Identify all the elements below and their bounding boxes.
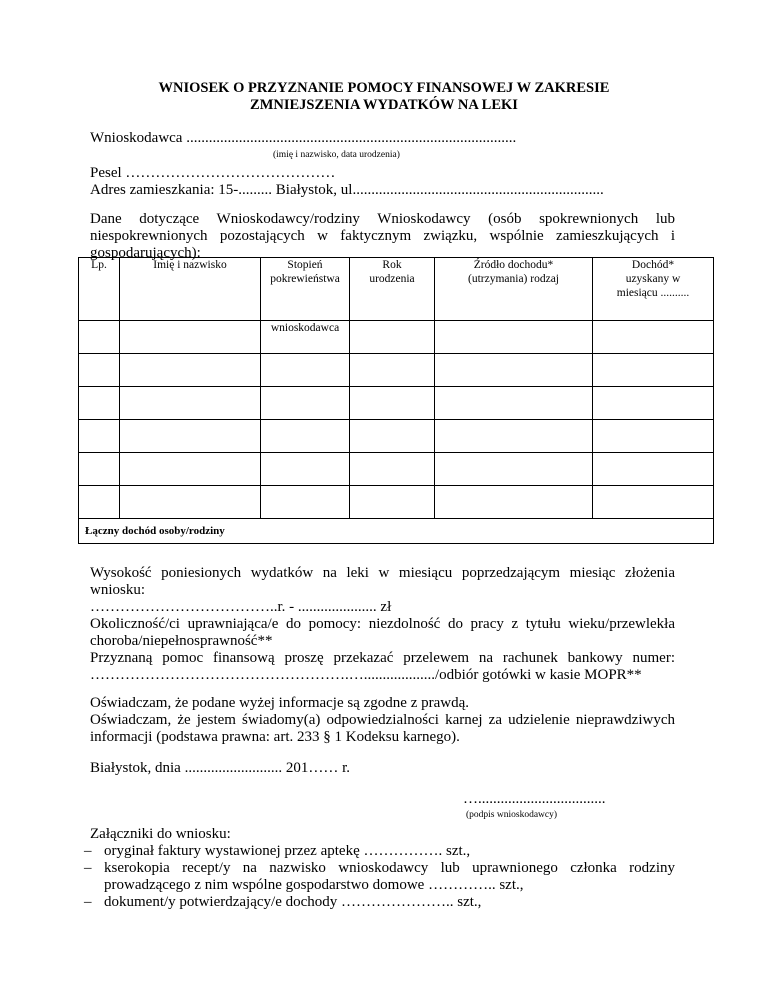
attachments-heading: Załączniki do wniosku: bbox=[90, 826, 231, 842]
family-intro: Dane dotyczące Wnioskodawcy/rodziny Wnioskodawcy (osób spokrewnionych lub niespokrewnionych pozostających w faktycznym związku, wspólnie zamieszkujących i gospodarujących): bbox=[90, 211, 675, 261]
address-field[interactable]: Adres zamieszkania: 15-......... Białystok, ul................................................................... bbox=[90, 182, 604, 198]
applicant-hint: (imię i nazwisko, data urodzenia) bbox=[273, 150, 400, 160]
header-relation: Stopień pokrewieństwa bbox=[261, 258, 350, 321]
attachment-item-1: oryginał faktury wystawionej przez aptekę ……………. szt., bbox=[104, 843, 471, 859]
declaration-liability: Oświadczam, że jestem świadomy(a) odpowiedzialności karnej za udzielenie nieprawdziwych informacji (podstawa prawna: art. 233 § 1 Kodeksu karnego). bbox=[90, 712, 675, 745]
table-row-applicant bbox=[79, 321, 714, 354]
attachment-item-2-text: kserokopia recept/y na nazwisko wnioskodawcy lub uprawnionego członka rodziny prowadzącego z nim wspólne gospodarstwo domowe ………….. szt., bbox=[104, 860, 675, 893]
bullet-3: – bbox=[84, 894, 92, 910]
bullet-1: – bbox=[84, 843, 92, 859]
table-total-row bbox=[79, 519, 714, 544]
table-header-row bbox=[79, 258, 714, 321]
applicant-field[interactable]: Wnioskodawca ........................................................................................ bbox=[90, 130, 517, 146]
pesel-field[interactable]: Pesel …………………………………… bbox=[90, 165, 336, 181]
total-income-label: Łączny dochód osoby/rodziny bbox=[79, 519, 714, 544]
attachment-item-2 bbox=[104, 860, 675, 894]
bullet-2: – bbox=[84, 860, 92, 876]
table-row bbox=[79, 486, 714, 519]
signature-hint: (podpis wnioskodawcy) bbox=[466, 810, 558, 820]
expenses-intro: Wysokość poniesionych wydatków na leki w miesiącu poprzedzającym miesiąc złożenia wniosku: bbox=[90, 565, 675, 598]
payment-text: Przyznaną pomoc finansową proszę przekazać przelewem na rachunek bankowy numer: …………………………………………….….................../odbiór gotówki w kasie MOPR** bbox=[90, 650, 675, 683]
signature-line[interactable]: ….................................. bbox=[463, 791, 606, 807]
header-birth-year: Rok urodzenia bbox=[350, 258, 435, 321]
header-name: Imię i nazwisko bbox=[120, 258, 261, 321]
header-income: Dochód* uzyskany w miesiącu .......... bbox=[593, 258, 714, 321]
circumstances-text: Okoliczność/ci uprawniająca/e do pomocy: niezdolność do pracy z tytułu wieku/przewlekła choroba/niepełnosprawność** bbox=[90, 616, 675, 649]
header-income-source: Źródło dochodu* (utrzymania) rodzaj bbox=[435, 258, 593, 321]
header-lp: Lp. bbox=[79, 258, 120, 321]
expenses-amount-field[interactable]: ………………………………..r. - ..................... zł bbox=[90, 599, 392, 615]
declaration-truth: Oświadczam, że podane wyżej informacje są zgodne z prawdą. bbox=[90, 695, 469, 711]
document-title bbox=[0, 80, 768, 114]
table-row bbox=[79, 387, 714, 420]
family-table bbox=[78, 257, 714, 544]
table-row bbox=[79, 420, 714, 453]
table-row bbox=[79, 354, 714, 387]
title-line-2: ZMNIEJSZENIA WYDATKÓW NA LEKI bbox=[250, 97, 518, 113]
date-line[interactable]: Białystok, dnia .......................... 201…… r. bbox=[90, 760, 350, 776]
attachment-item-3: dokument/y potwierdzający/e dochody ………………….. szt., bbox=[104, 894, 482, 910]
title-line-1: WNIOSEK O PRZYZNANIE POMOCY FINANSOWEJ W ZAKRESIE bbox=[158, 80, 610, 96]
cell-relation-applicant: wnioskodawca bbox=[261, 321, 350, 354]
table-row bbox=[79, 453, 714, 486]
